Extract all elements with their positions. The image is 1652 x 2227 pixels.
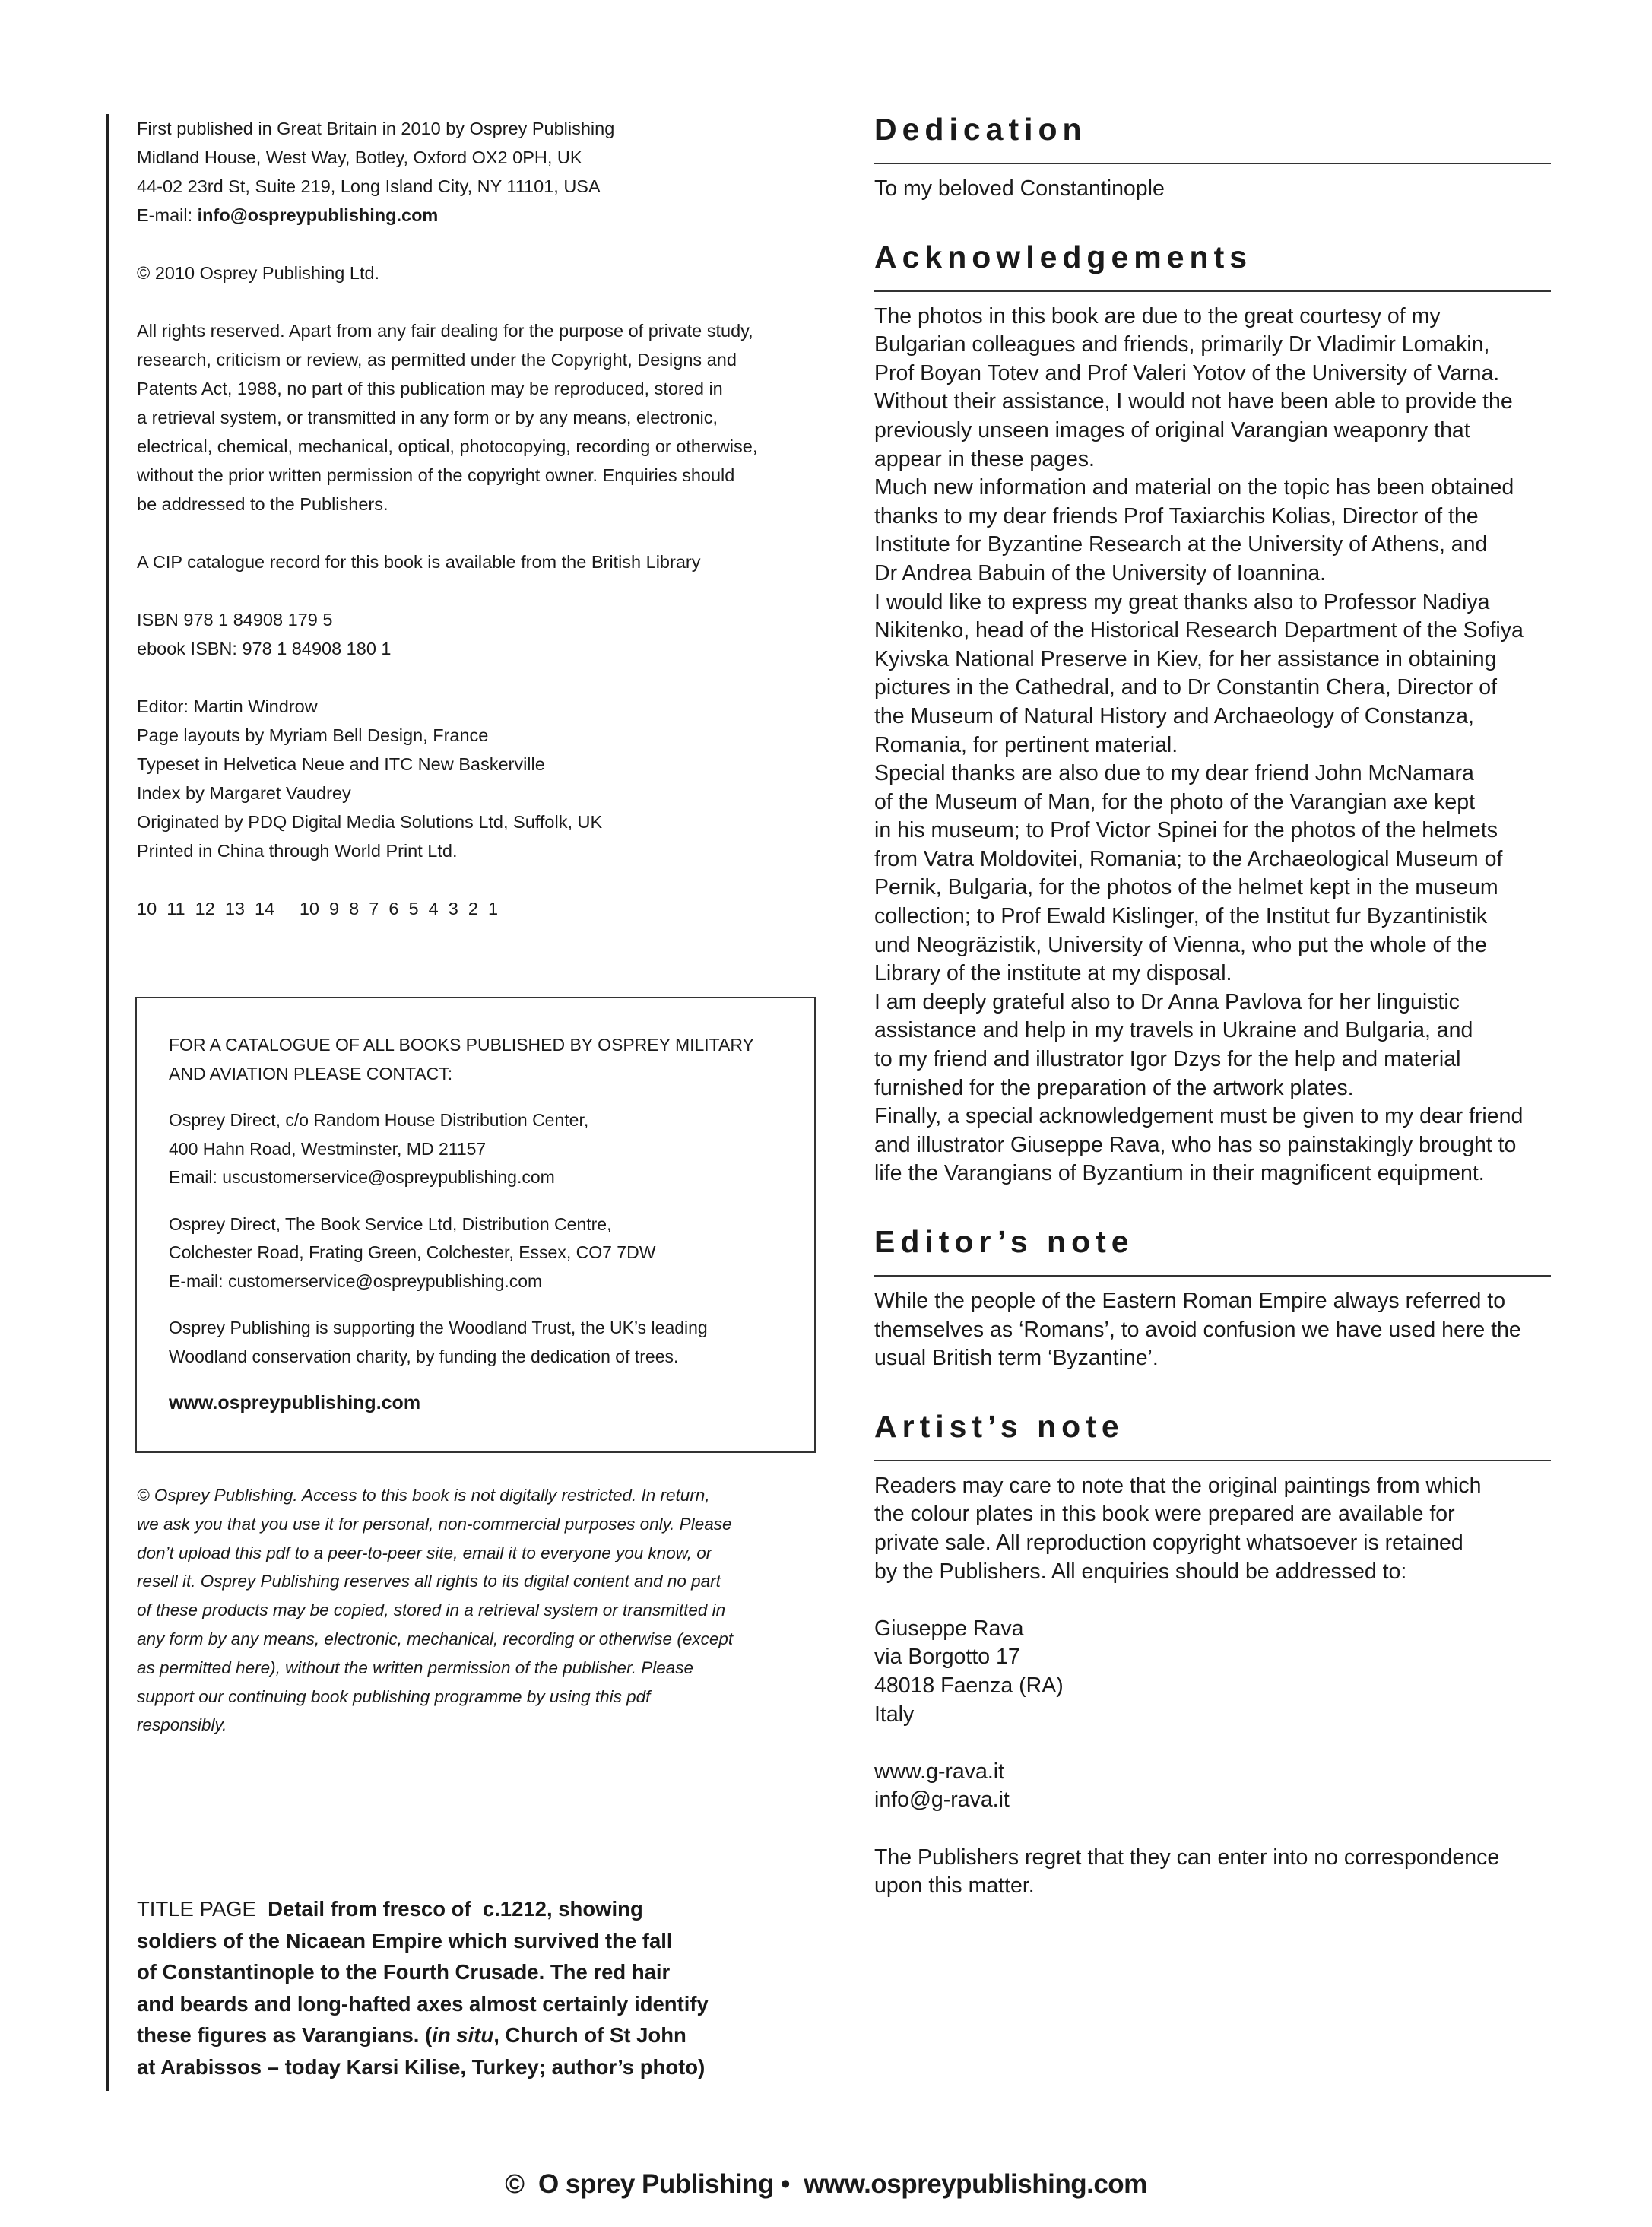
publisher-email-link[interactable]: info@ospreypublishing.com (197, 205, 439, 225)
website-link[interactable]: www.ospreypublishing.com (169, 1392, 421, 1413)
title-page-caption: TITLE PAGE Detail from fresco of c.1212, showing soldiers of the Nicaean Empire which survived the fall of Constantinople to the Fourth Crusade. The red hair and beards and long-hafted axes almost certainly identify these figures as Varangians. (in situ, Church of St John at Arabissos – today Karsi Kilise, Turkey; author’s photo) (137, 1897, 709, 2079)
page-footer: © O sprey Publishing • www.ospreypublishing.com (505, 2169, 1147, 2199)
us-email[interactable]: Email: uscustomerservice@ospreypublishing.com (169, 1167, 555, 1187)
us-contact: Osprey Direct, c/o Random House Distribution Center, 400 Hahn Road, Westminster, MD 21157 Email: uscustomerservice@ospreypublishing.com (169, 1106, 784, 1192)
ebook-isbn: ebook ISBN: 978 1 84908 180 1 (137, 639, 392, 658)
imprint-block (137, 114, 813, 952)
print-number-line: 10 11 12 13 14 10 9 8 7 6 5 4 3 2 1 (137, 899, 499, 918)
section-rule (874, 1460, 1551, 1461)
margin-rule (106, 114, 109, 2091)
catalogue-contact-box (135, 997, 816, 1453)
section-rule (874, 290, 1551, 292)
publisher-email: E-mail: info@ospreypublishing.com (137, 205, 439, 225)
dedication-text: To my beloved Constantinople (874, 176, 1165, 201)
caption-label: TITLE PAGE (137, 1897, 268, 1921)
artist-name: Giuseppe Rava (874, 1616, 1024, 1641)
publisher-address: First published in Great Britain in 2010 by Osprey Publishing Midland House, West Way, Botley, Oxford OX2 0PH, UK 44-02 23rd St, Suite 219, Long Island City, NY 11101, USA E-mail: info@ospreypublishing.com (137, 114, 813, 230)
woodland-trust-note: Osprey Publishing is supporting the Woodland Trust, the UK’s leading Woodland conservation charity, by funding the dedication of trees. (169, 1318, 708, 1366)
artist-email-link[interactable]: info@g-rava.it (874, 1788, 1010, 1813)
editors-note-heading: Editor’s note (874, 1224, 1134, 1259)
isbn: ISBN 978 1 84908 179 5 (137, 610, 333, 630)
isbn-block (137, 605, 813, 663)
uk-contact: Osprey Direct, The Book Service Ltd, Distribution Centre, Colchester Road, Frating Green, Colchester, Essex, CO7 7DW E-mail: customerservice@ospreypublishing.com (169, 1210, 784, 1296)
rights-statement: All rights reserved. Apart from any fair dealing for the purpose of private study, research, criticism or review, as permitted under the Copyright, Designs and Patents Act, 1988, no part of this publication may be reproduced, stored in a retrieval system, or transmitted in any form or by any means, electronic, electrical, chemical, mechanical, optical, photocopying, recording or otherwise, without the prior written permission of the copyright owner. Enquiries should be addressed to the Publishers. (137, 321, 758, 514)
digital-use-notice: © Osprey Publishing. Access to this book is not digitally restricted. In return, we ask you that you use it for personal, non-commercial purposes only. Please don’t upload this pdf to a peer-to-peer site, email it to everyone you know, or resell it. Osprey Publishing reserves all rights to its digital content and no part of these products may be copied, stored in a retrieval system or transmitted in any form by any means, electronic, mechanical, recording or otherwise (except as permitted here), without the written permission of the publisher. Please support our continuing book publishing programme by using this pdf responsibly. (137, 1486, 734, 1735)
catalogue-intro: FOR A CATALOGUE OF ALL BOOKS PUBLISHED BY OSPREY MILITARY AND AVIATION PLEASE CONTACT: (169, 1035, 754, 1083)
section-rule (874, 1275, 1551, 1277)
artists-note-text: Readers may care to note that the original paintings from which the colour plates in this book were prepared are available for private sale. All reproduction copyright whatsoever is retained by the Publishers. All enquiries should be addressed to: Giuseppe Rava via Borgotto 17 48018 Faenza (RA) Italy www.g-rava.it info@g-rava.it The Publishers regret that they can enter into no correspondence upon this matter. (874, 1472, 1551, 1901)
editors-note-text: While the people of the Eastern Roman Empire always referred to themselves as ‘Romans’, to avoid confusion we have used here the usual British term ‘Byzantine’. (874, 1289, 1521, 1371)
acknowledgements-heading: Acknowledgements (874, 239, 1253, 274)
credits: Editor: Martin Windrow Page layouts by Myriam Bell Design, France Typeset in Helvetica Neue and ITC New Baskerville Index by Margaret Vaudrey Originated by PDQ Digital Media Solutions Ltd, Suffolk, UK Printed in China through World Print Ltd. (137, 696, 603, 861)
uk-email[interactable]: E-mail: customerservice@ospreypublishing.com (169, 1271, 543, 1291)
right-column (874, 106, 1551, 1901)
artists-note-heading: Artist’s note (874, 1408, 1124, 1444)
cip-record: A CIP catalogue record for this book is available from the British Library (137, 552, 701, 572)
dedication-heading: Dedication (874, 112, 1087, 147)
section-rule (874, 163, 1551, 164)
acknowledgements-text: The photos in this book are due to the great courtesy of my Bulgarian colleagues and friends, primarily Dr Vladimir Lomakin, Prof Boyan Totev and Prof Valeri Yotov of the University of Varna. Without their assistance, I would not have been able to provide the previously unseen images of original Varangian weaponry that appear in these pages. Much new information and material on the topic has been obtained thanks to my dear friends Prof Taxiarchis Kolias, Director of the Institute for Byzantine Research at the University of Athens, and Dr Andrea Babuin of the University of Ioannina. I would like to express my great thanks also to Professor Nadiya Nikitenko, head of the Historical Research Department of the Sofiya Kyivska National Preserve in Kiev, for her assistance in obtaining pictures in the Cathedral, and to Dr Constantin Chera, Director of the Museum of Natural History and Archaeology of Constanza, Romania, for pertinent material. Special thanks are also due to my dear friend John McNamara of the Museum of Man, for the photo of the Varangian axe kept in his museum; to Prof Victor Spinei for the photos of the helmets from Vatra Moldovitei, Romania; to the Archaeological Museum of Pernik, Bulgaria, for the photos of the helmet kept in the museum collection; to Prof Ewald Kislinger, of the Institut fur Byzantinistik und Neogräzistik, University of Vienna, who put the whole of the Library of the institute at my disposal. I am deeply grateful also to Dr Anna Pavlova for her linguistic assistance and help in my travels in Ukraine and Bulgaria, and to my friend and illustrator Igor Dzys for the help and material furnished for the preparation of the artwork plates. Finally, a special acknowledgement must be given to my dear friend and illustrator Giuseppe Rava, who has so painstakingly brought to life the Varangians of Byzantium in their magnificent equipment. (874, 303, 1524, 1186)
artist-website-link[interactable]: www.g-rava.it (874, 1759, 1005, 1784)
copyright-line: © 2010 Osprey Publishing Ltd. (137, 263, 380, 283)
